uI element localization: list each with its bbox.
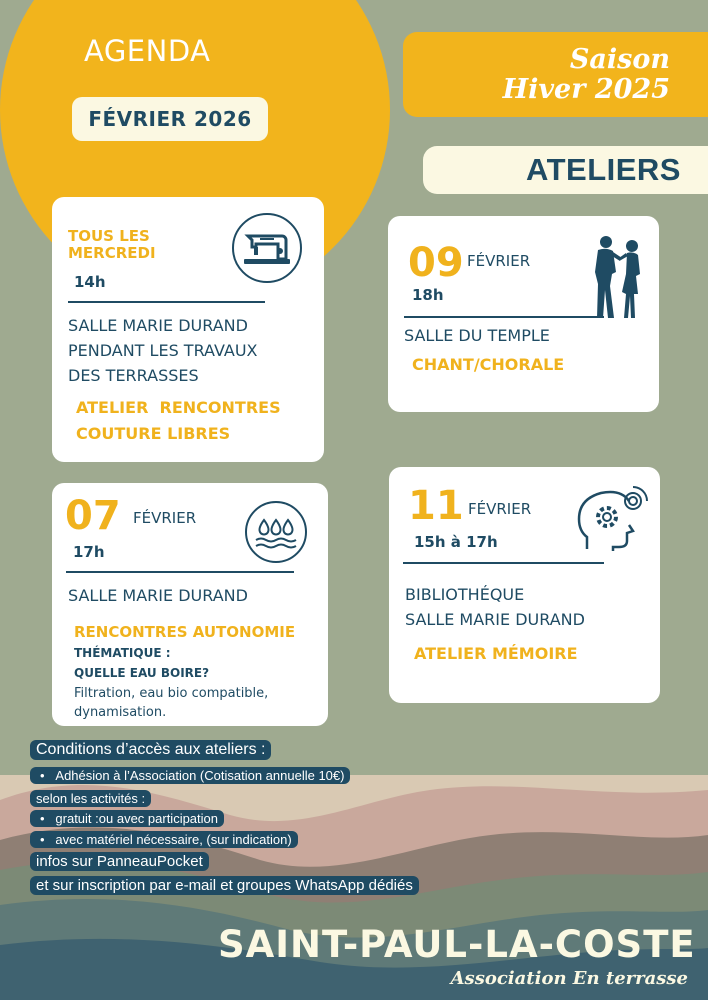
- conditions-line: et sur inscription par e-mail et groupes WhatsApp dédiés: [30, 876, 419, 895]
- bullet-text: gratuit :ou avec participation: [55, 811, 219, 826]
- event-details: [74, 684, 268, 722]
- town-name: SAINT-PAUL-LA-COSTE: [218, 923, 696, 966]
- month-badge: [72, 97, 268, 141]
- event-day: 09: [408, 240, 464, 286]
- season-line-2: Hiver 2025: [502, 74, 670, 105]
- divider: [403, 562, 604, 564]
- bullet-icon: •: [40, 811, 45, 826]
- event-time: 14h: [74, 273, 106, 291]
- head-gears-icon: [577, 485, 653, 551]
- sewing-machine-icon: [230, 211, 304, 285]
- event-title: [76, 395, 281, 447]
- event-card-chorale: [388, 216, 659, 412]
- conditions-line: infos sur PanneauPocket: [30, 852, 209, 871]
- event-month: FÉVRIER: [467, 252, 531, 270]
- divider: [66, 571, 294, 573]
- title-line: ATELIER RENCONTRES: [76, 398, 281, 417]
- event-card-couture: [52, 197, 324, 462]
- conditions-bullet: [30, 810, 224, 827]
- event-card-memoire: [389, 467, 660, 703]
- month-label: FÉVRIER 2026: [88, 107, 252, 131]
- access-conditions: [30, 740, 470, 905]
- event-subtitle: [74, 643, 209, 683]
- event-title: ATELIER MÉMOIRE: [414, 644, 578, 663]
- event-card-autonomie: [52, 483, 328, 726]
- season-line-1: Saison: [569, 44, 670, 75]
- bullet-icon: •: [40, 768, 45, 783]
- water-drops-icon: [244, 500, 308, 564]
- event-venue: [405, 582, 585, 632]
- conditions-bullet: [30, 831, 298, 848]
- event-time: 15h à 17h: [414, 533, 498, 551]
- event-title: CHANT/CHORALE: [412, 355, 565, 374]
- event-time: 18h: [412, 286, 444, 304]
- event-title: RENCONTRES AUTONOMIE: [74, 623, 296, 641]
- subtitle-line: THÉMATIQUE :: [74, 646, 171, 660]
- agenda-heading: AGENDA: [84, 34, 211, 68]
- conditions-bullet: [30, 767, 350, 784]
- event-venue: SALLE DU TEMPLE: [404, 326, 550, 345]
- event-month: FÉVRIER: [133, 509, 197, 527]
- bullet-icon: •: [40, 832, 45, 847]
- details-line: dynamisation.: [74, 705, 167, 720]
- event-month: FÉVRIER: [468, 500, 532, 518]
- section-title: ATELIERS: [526, 152, 681, 187]
- event-venue: SALLE MARIE DURAND: [68, 586, 248, 605]
- event-venue: [68, 313, 258, 388]
- details-line: Filtration, eau bio compatible,: [74, 686, 269, 701]
- conditions-line: selon les activités :: [30, 790, 151, 807]
- bullet-text: Adhésion à l’Association (Cotisation annuelle 10€): [55, 768, 345, 783]
- divider: [404, 316, 604, 318]
- singers-icon: [588, 234, 648, 320]
- association-name: Association En terrasse: [450, 968, 688, 989]
- venue-line: BIBLIOTHÉQUE: [405, 585, 525, 604]
- bullet-text: avec matériel nécessaire, (sur indication): [55, 832, 292, 847]
- event-time: 17h: [73, 543, 105, 561]
- venue-line: DES TERRASSES: [68, 366, 199, 385]
- event-day: 07: [65, 493, 121, 539]
- event-when: TOUS LES MERCREDI: [68, 227, 156, 262]
- subtitle-line: QUELLE EAU BOIRE?: [74, 666, 210, 680]
- venue-line: PENDANT LES TRAVAUX: [68, 341, 258, 360]
- conditions-heading: Conditions d’accès aux ateliers :: [30, 740, 271, 760]
- divider: [68, 301, 265, 303]
- venue-line: SALLE MARIE DURAND: [68, 316, 248, 335]
- venue-line: SALLE MARIE DURAND: [405, 610, 585, 629]
- event-day: 11: [408, 483, 464, 529]
- title-line: COUTURE LIBRES: [76, 424, 231, 443]
